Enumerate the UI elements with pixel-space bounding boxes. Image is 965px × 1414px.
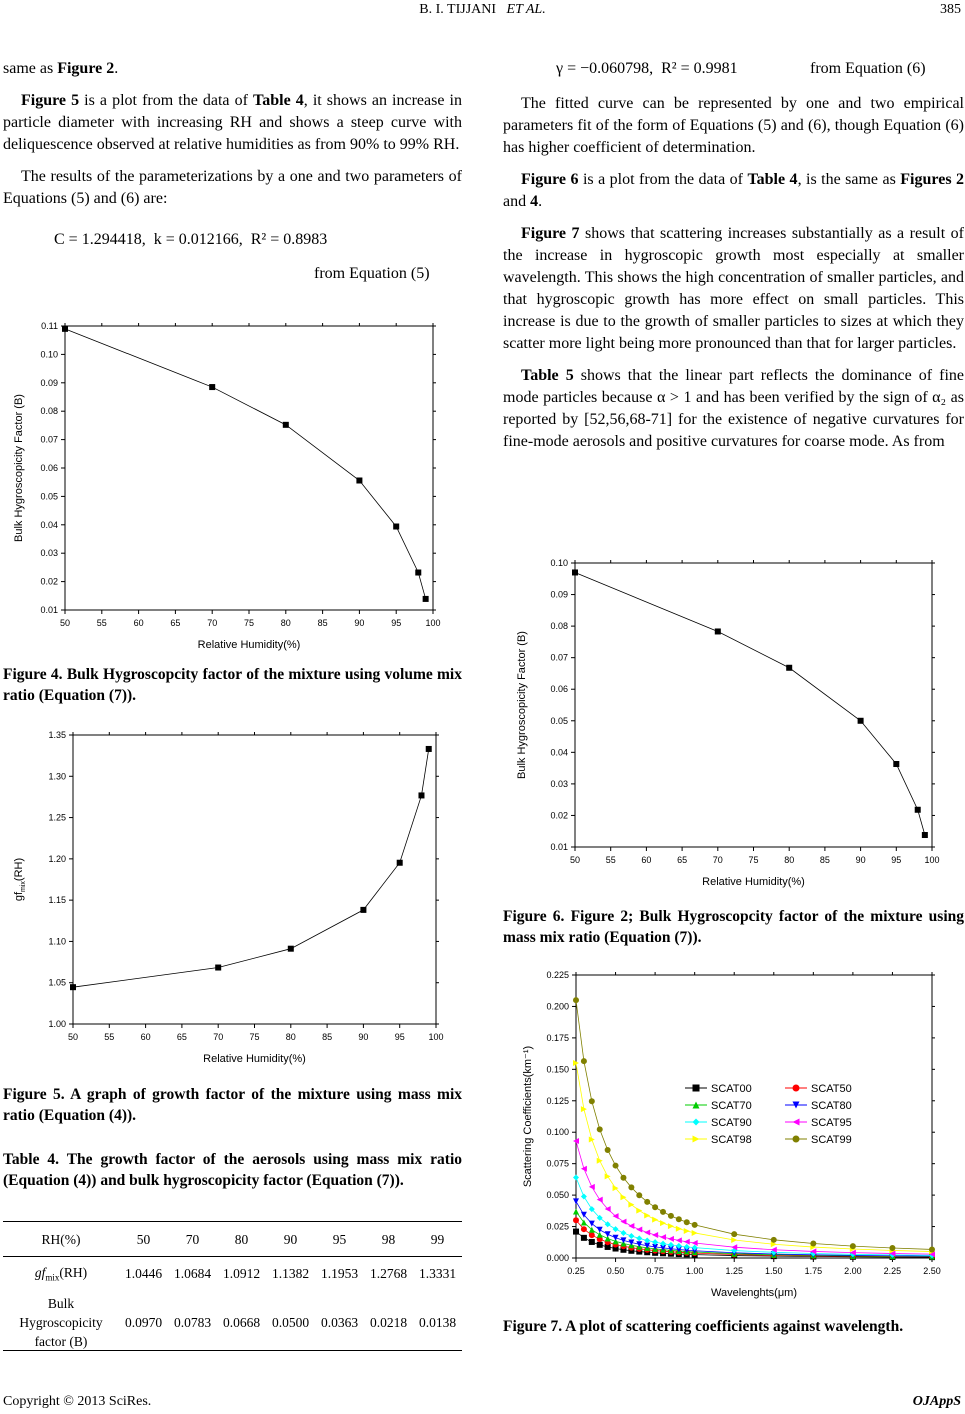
x-tick-label: 2.00 xyxy=(844,1266,862,1276)
data-point-scat95 xyxy=(660,1234,666,1240)
ref-table: Table 4 xyxy=(747,171,798,188)
y-tick-label: 0.150 xyxy=(546,1064,569,1075)
y-tick-label: 0.07 xyxy=(40,434,58,445)
text-span: is a plot from the data of xyxy=(79,92,254,109)
legend-marker xyxy=(693,1119,700,1126)
ref-figure: Figure 5 xyxy=(21,92,80,109)
x-tick-label: 0.25 xyxy=(567,1266,585,1276)
data-point-scat00 xyxy=(597,1242,603,1248)
x-tick-label: 1.50 xyxy=(765,1266,783,1276)
data-point-scat98 xyxy=(636,1208,642,1214)
equation-1: C = 1.294418, k = 0.012166, R² = 0.8983 xyxy=(54,231,328,248)
figure-4-chart xyxy=(0,310,462,655)
x-tick-label: 85 xyxy=(317,618,328,628)
y-tick-label: 0.200 xyxy=(546,1001,569,1012)
paragraph: The fitted curve can be represented by one and two empirical parameters fit of the form of Equations (5) and (6), though Equation (6) has higher coefficient of determination. xyxy=(503,95,964,156)
data-point-scat95 xyxy=(581,1166,587,1172)
x-tick-label: 50 xyxy=(569,855,581,865)
page-number: 385 xyxy=(940,2,961,17)
data-point-scat00 xyxy=(581,1235,587,1241)
data-point-scat95 xyxy=(644,1230,650,1236)
data-point-scat99 xyxy=(644,1199,650,1205)
data-point-scat90 xyxy=(620,1230,626,1236)
legend-marker xyxy=(793,1085,800,1092)
x-tick-label: 100 xyxy=(428,1032,444,1042)
table-row xyxy=(3,1254,462,1294)
table-header-cell: 80 xyxy=(234,1232,249,1247)
y-axis-label: Bulk Hygroscopicity Factor (B) xyxy=(516,631,528,779)
data-point-scat50 xyxy=(581,1226,587,1232)
y-tick-label: 1.30 xyxy=(48,771,66,782)
data-point xyxy=(397,860,403,866)
legend-marker xyxy=(793,1119,800,1126)
figure-5-caption: Figure 5. A graph of growth factor of the mixture using mass mix ratio (Equation (4)). xyxy=(3,1086,462,1124)
text-span: , it shows an increase in particle diameter with increasing RH and shows a steep curve with deliquescence observed at relative humidities as from 90% to 99% RH. xyxy=(3,92,462,153)
data-point-scat90 xyxy=(636,1235,642,1241)
x-tick-label: 90 xyxy=(354,618,365,628)
y-tick-label: 0.075 xyxy=(546,1158,569,1169)
table-header-cell: 70 xyxy=(185,1232,200,1247)
data-point xyxy=(70,984,76,990)
y-tick-label: 0.04 xyxy=(550,747,568,758)
y-tick-label: 1.25 xyxy=(48,812,66,823)
x-tick-label: 75 xyxy=(243,618,255,628)
table-cell: 1.0446 xyxy=(124,1266,163,1281)
y-tick-label: 0.225 xyxy=(546,970,569,980)
y-tick-label: 0.01 xyxy=(40,605,58,615)
y-tick-label: 0.09 xyxy=(550,589,568,600)
row-label-main: gf xyxy=(34,1265,46,1281)
x-tick-label: 90 xyxy=(855,855,866,865)
data-point-scat99 xyxy=(636,1192,642,1198)
data-point xyxy=(423,596,429,602)
table-cell: 0.0363 xyxy=(320,1314,359,1330)
y-tick-label: 0.03 xyxy=(40,548,58,559)
data-point-scat95 xyxy=(620,1219,626,1225)
data-point-scat99 xyxy=(652,1204,658,1210)
y-tick-label: 1.15 xyxy=(48,895,66,906)
y-tick-label: 0.050 xyxy=(546,1190,569,1201)
data-point-scat80 xyxy=(573,1198,579,1204)
data-point-scat99 xyxy=(620,1175,626,1181)
series-line xyxy=(73,749,429,987)
ref-figure: Figure 6 xyxy=(521,171,579,188)
y-tick-label: 1.10 xyxy=(48,936,66,947)
y-axis-label-end: (RH) xyxy=(13,857,25,882)
legend-label: SCAT50 xyxy=(811,1083,852,1095)
ref-figure: Figure 7 xyxy=(521,225,580,242)
legend-label: SCAT99 xyxy=(811,1134,852,1146)
data-point-scat98 xyxy=(684,1228,690,1234)
table-4 xyxy=(3,1226,462,1351)
data-point xyxy=(786,665,792,671)
table-cell: 1.1382 xyxy=(271,1266,310,1281)
data-point-scat80 xyxy=(597,1227,603,1233)
legend-label: SCAT80 xyxy=(811,1100,852,1112)
data-point-scat98 xyxy=(589,1137,595,1143)
y-tick-label: 0.100 xyxy=(546,1127,569,1138)
left-column-text xyxy=(3,58,462,220)
plot-frame xyxy=(73,735,436,1024)
y-axis-label: $gf_{mix}(RH)$ xyxy=(13,857,27,902)
y-tick-label: 0.08 xyxy=(40,406,58,417)
y-tick-label: 1.05 xyxy=(48,977,66,988)
data-point-scat99 xyxy=(929,1246,935,1252)
legend-label: SCAT00 xyxy=(711,1083,752,1095)
data-point-scat98 xyxy=(605,1173,611,1179)
text-span: is a plot from the data of xyxy=(578,171,748,188)
equation-ref: from Equation (5) xyxy=(314,265,430,282)
data-point-scat95 xyxy=(676,1237,682,1243)
y-axis-label: Bulk Hygroscopicity Factor (B) xyxy=(13,394,25,542)
y-tick-label: 0.175 xyxy=(546,1032,569,1043)
plot-frame xyxy=(575,563,932,847)
data-point xyxy=(922,832,928,838)
table-header-cell: 90 xyxy=(283,1232,298,1247)
x-tick-label: 100 xyxy=(924,855,940,865)
x-tick-label: 65 xyxy=(176,1032,187,1042)
legend-label: SCAT70 xyxy=(711,1100,752,1112)
y-tick-label: 0.06 xyxy=(550,684,568,695)
y-tick-label: 0.01 xyxy=(550,842,568,852)
x-tick-label: 75 xyxy=(249,1032,260,1042)
data-point-scat99 xyxy=(589,1098,595,1104)
data-point xyxy=(915,807,921,813)
data-point-scat90 xyxy=(628,1233,634,1239)
author-name: B. I. TIJJANI xyxy=(419,2,497,17)
data-point-scat99 xyxy=(613,1163,619,1169)
figure-7-caption: Figure 7. A plot of scattering coefficients against wavelength. xyxy=(503,1318,904,1335)
plot-frame xyxy=(576,975,932,1258)
data-point-scat95 xyxy=(628,1223,634,1229)
table-cell: 0.0668 xyxy=(222,1314,261,1330)
table-cell: 1.2768 xyxy=(369,1266,408,1281)
data-point-scat99 xyxy=(605,1147,611,1153)
legend-label: SCAT90 xyxy=(711,1117,752,1129)
data-point-scat90 xyxy=(692,1245,698,1251)
x-tick-label: 0.50 xyxy=(606,1266,625,1276)
right-column-text xyxy=(503,93,964,463)
x-tick-label: 80 xyxy=(784,855,795,865)
data-point-scat00 xyxy=(589,1239,595,1245)
row-label-line: Hygroscopicity xyxy=(19,1315,103,1330)
equation-2: γ = −0.060798, R² = 0.9981 xyxy=(556,60,738,77)
y-tick-label: 0.02 xyxy=(550,810,568,821)
running-head xyxy=(0,2,965,18)
data-point-scat70 xyxy=(573,1208,579,1214)
x-tick-label: 70 xyxy=(712,855,723,865)
data-point-scat90 xyxy=(613,1226,619,1232)
page-header xyxy=(0,0,965,24)
data-point-scat50 xyxy=(589,1232,595,1238)
table-rule-top xyxy=(3,1221,462,1222)
legend-marker xyxy=(693,1136,700,1143)
ref-table: Table 5 xyxy=(521,367,574,384)
plot-frame xyxy=(65,326,433,610)
figure-6-chart xyxy=(503,550,965,895)
y-tick-label: 0.000 xyxy=(546,1253,569,1263)
ref-figure: 4 xyxy=(530,193,539,210)
row-label-line: Bulk xyxy=(47,1296,75,1311)
data-point-scat98 xyxy=(676,1226,682,1232)
data-point-scat99 xyxy=(668,1213,674,1219)
data-point-scat95 xyxy=(597,1197,603,1203)
text-span: same as xyxy=(3,60,58,77)
x-tick-label: 80 xyxy=(285,1032,296,1042)
table-cell: 0.0970 xyxy=(124,1314,163,1330)
x-tick-label: 1.00 xyxy=(685,1266,704,1276)
x-tick-label: 90 xyxy=(358,1032,369,1042)
data-point-scat80 xyxy=(613,1235,619,1241)
table-cell: 0.0500 xyxy=(271,1314,310,1330)
table-cell: 0.0218 xyxy=(369,1314,408,1330)
ref-figure: Figures 2 xyxy=(900,171,964,188)
y-axis-label: Scattering Coefficients(km⁻¹) xyxy=(522,1045,534,1188)
row-label-line: factor (B) xyxy=(34,1334,88,1349)
x-tick-label: 70 xyxy=(213,1032,224,1042)
x-tick-label: 100 xyxy=(425,618,441,628)
x-tick-label: 55 xyxy=(96,618,107,628)
data-point-scat98 xyxy=(660,1220,666,1226)
y-tick-label: 0.07 xyxy=(550,652,568,663)
ref-figure: Figure 2 xyxy=(57,60,115,77)
series-line-scat98 xyxy=(576,1063,932,1252)
table-header-cell: RH(%) xyxy=(41,1232,81,1247)
x-tick-label: 85 xyxy=(819,855,830,865)
table-row xyxy=(3,1294,462,1351)
data-point-scat80 xyxy=(605,1231,611,1237)
data-point-scat70 xyxy=(581,1219,587,1225)
y-tick-label: 0.09 xyxy=(40,377,58,388)
x-tick-label: 65 xyxy=(677,855,688,865)
table-cell: 1.0912 xyxy=(222,1266,261,1281)
x-tick-label: 2.50 xyxy=(923,1266,941,1276)
et-al: ET AL. xyxy=(506,2,546,17)
figure-7-chart xyxy=(503,962,965,1302)
x-tick-label: 1.25 xyxy=(725,1266,743,1276)
data-point-scat80 xyxy=(620,1237,626,1243)
table-cell: 1.1953 xyxy=(320,1266,359,1281)
journal-name: OJAppS xyxy=(912,1394,961,1409)
y-tick-label: 0.08 xyxy=(550,621,568,632)
text-span: . xyxy=(538,193,543,210)
copyright: Copyright © 2013 SciRes. xyxy=(3,1394,152,1409)
legend-marker xyxy=(693,1085,700,1092)
x-tick-label: 55 xyxy=(605,855,616,865)
legend-label: SCAT95 xyxy=(811,1117,852,1129)
ref-table: Table 4 xyxy=(253,92,304,109)
data-point-scat50 xyxy=(573,1217,579,1223)
table-header-row xyxy=(3,1226,462,1254)
x-tick-label: 1.75 xyxy=(804,1266,823,1276)
table-cell: 1.0684 xyxy=(173,1266,212,1281)
y-tick-label: 0.03 xyxy=(550,778,568,789)
data-point-scat90 xyxy=(581,1194,587,1200)
y-tick-label: 1.00 xyxy=(48,1019,66,1029)
data-point-scat99 xyxy=(692,1222,698,1228)
data-point xyxy=(209,384,215,390)
x-tick-label: 95 xyxy=(391,618,402,628)
text-span: . xyxy=(114,60,119,77)
x-tick-label: 95 xyxy=(891,855,902,865)
data-point xyxy=(215,965,221,971)
table-header-cell: 95 xyxy=(332,1232,347,1247)
data-point-scat98 xyxy=(731,1237,737,1243)
series-line xyxy=(65,329,426,599)
data-point xyxy=(858,718,864,724)
x-tick-label: 75 xyxy=(748,855,759,865)
equation-ref: from Equation (6) xyxy=(810,60,926,77)
data-point-scat98 xyxy=(652,1217,658,1223)
data-point-scat99 xyxy=(684,1219,690,1225)
series-line xyxy=(575,572,925,835)
figure-5-chart xyxy=(0,722,462,1072)
data-point xyxy=(418,792,424,798)
figure-6-caption: Figure 6. Figure 2; Bulk Hygroscopcity factor of the mixture using mass mix ratio (Equation (7)). xyxy=(503,908,964,946)
row-label-sub: mix xyxy=(45,1272,60,1283)
series-line-scat99 xyxy=(576,1000,932,1249)
data-point-scat99 xyxy=(581,1058,587,1064)
data-point xyxy=(356,477,362,483)
table-header-cell: 50 xyxy=(136,1232,151,1247)
y-tick-label: 0.06 xyxy=(40,463,58,473)
data-point-scat90 xyxy=(644,1237,650,1243)
data-point xyxy=(360,907,366,913)
data-point xyxy=(62,326,68,332)
data-point xyxy=(893,761,899,767)
x-tick-label: 85 xyxy=(322,1032,333,1042)
table-4-caption: Table 4. The growth factor of the aerosols using mass mix ratio (Equation (4)) and bulk hygroscopicity factor (Equation (7)). xyxy=(3,1151,462,1189)
table-header-cell: 99 xyxy=(430,1232,445,1247)
y-tick-label: 0.04 xyxy=(40,519,58,530)
x-tick-label: 60 xyxy=(140,1032,151,1042)
y-tick-label: 0.05 xyxy=(550,715,568,726)
x-tick-label: 55 xyxy=(104,1032,115,1042)
row-label-end: (RH) xyxy=(59,1265,88,1281)
y-tick-label: 0.05 xyxy=(40,491,58,502)
y-tick-label: 0.11 xyxy=(41,321,58,331)
x-axis-label: Relative Humidity(%) xyxy=(702,876,805,888)
data-point-scat99 xyxy=(660,1209,666,1215)
data-point xyxy=(426,746,432,752)
figure-4-caption: Figure 4. Bulk Hygroscopcity factor of the mixture using volume mix ratio (Equation (7)). xyxy=(3,666,462,704)
table-cell: 0.0783 xyxy=(173,1314,212,1330)
data-point-scat98 xyxy=(692,1230,698,1236)
data-point-scat98 xyxy=(668,1223,674,1229)
y-tick-label: 0.125 xyxy=(546,1095,569,1106)
data-point-scat99 xyxy=(771,1237,777,1243)
data-point xyxy=(288,946,294,952)
y-axis-label-sub: mix xyxy=(20,881,27,892)
data-point-scat95 xyxy=(668,1236,674,1242)
data-point-scat99 xyxy=(731,1231,737,1237)
data-point-scat99 xyxy=(889,1245,895,1251)
x-tick-label: 0.75 xyxy=(646,1266,664,1276)
table-cell: 1.3331 xyxy=(418,1266,457,1281)
x-tick-label: 60 xyxy=(133,618,144,628)
x-tick-label: 2.25 xyxy=(883,1266,902,1276)
x-tick-label: 65 xyxy=(170,618,181,628)
data-point-scat98 xyxy=(597,1158,603,1164)
data-point xyxy=(715,628,721,634)
data-point-scat98 xyxy=(644,1213,650,1219)
data-point xyxy=(415,570,421,576)
y-tick-label: 1.35 xyxy=(48,730,66,740)
table-cell: 0.0138 xyxy=(418,1314,457,1330)
data-point xyxy=(393,524,399,530)
x-axis-label: Relative Humidity(%) xyxy=(197,639,301,651)
data-point-scat90 xyxy=(573,1175,579,1181)
data-point xyxy=(283,422,289,428)
data-point-scat99 xyxy=(810,1241,816,1247)
data-point-scat00 xyxy=(573,1229,579,1235)
legend-marker xyxy=(793,1136,800,1143)
x-axis-label: Relative Humidity(%) xyxy=(203,1053,306,1065)
x-tick-label: 70 xyxy=(207,618,218,628)
data-point-scat99 xyxy=(573,997,579,1003)
y-tick-label: 0.10 xyxy=(40,349,58,360)
data-point-scat99 xyxy=(597,1126,603,1132)
x-tick-label: 50 xyxy=(67,1032,79,1042)
x-tick-label: 50 xyxy=(59,618,71,628)
data-point-scat99 xyxy=(628,1184,634,1190)
data-point xyxy=(572,569,578,575)
data-point-scat99 xyxy=(676,1216,682,1222)
x-tick-label: 80 xyxy=(280,618,291,628)
text-span: shows that scattering increases substantially as a result of the increase in hygroscopic growth most especially at smaller wavelength. This shows the high concentration of smaller particles, and that hygroscopic growth has more effect on small particles. This increase is due to the growth of smaller particles to sizes at which they scatter more light being more pronounced than that for larger particles. xyxy=(503,225,965,352)
data-point-scat95 xyxy=(589,1184,595,1190)
text-span: , is the same as xyxy=(797,171,901,188)
x-tick-label: 95 xyxy=(394,1032,405,1042)
y-tick-label: 0.10 xyxy=(550,558,568,568)
x-tick-label: 60 xyxy=(641,855,652,865)
data-point-scat99 xyxy=(850,1243,856,1249)
y-tick-label: 0.025 xyxy=(546,1221,569,1232)
row-label xyxy=(3,1294,119,1351)
table-header-cell: 98 xyxy=(381,1232,396,1247)
text-span: and xyxy=(503,193,531,210)
data-point-scat95 xyxy=(652,1232,658,1238)
legend-label: SCAT98 xyxy=(711,1134,752,1146)
paragraph: The results of the parameterizations by a one and two parameters of Equations (5) and (6) are: xyxy=(3,168,462,207)
text-span: shows that the linear part reflects the dominance of fine mode particles because α > 1 and has been verified by the sign of α₂ as reported by [52,56,68-71] for the existence of negative curvatures for fine-mode aerosols and positive curvatures for coarse mode. As from xyxy=(503,367,964,450)
x-axis-label: Wavelenghts(μm) xyxy=(710,1287,798,1299)
y-tick-label: 0.02 xyxy=(40,576,58,587)
data-point-scat95 xyxy=(636,1227,642,1233)
y-tick-label: 1.20 xyxy=(48,853,66,864)
row-label xyxy=(3,1254,119,1294)
data-point-scat98 xyxy=(628,1202,634,1208)
